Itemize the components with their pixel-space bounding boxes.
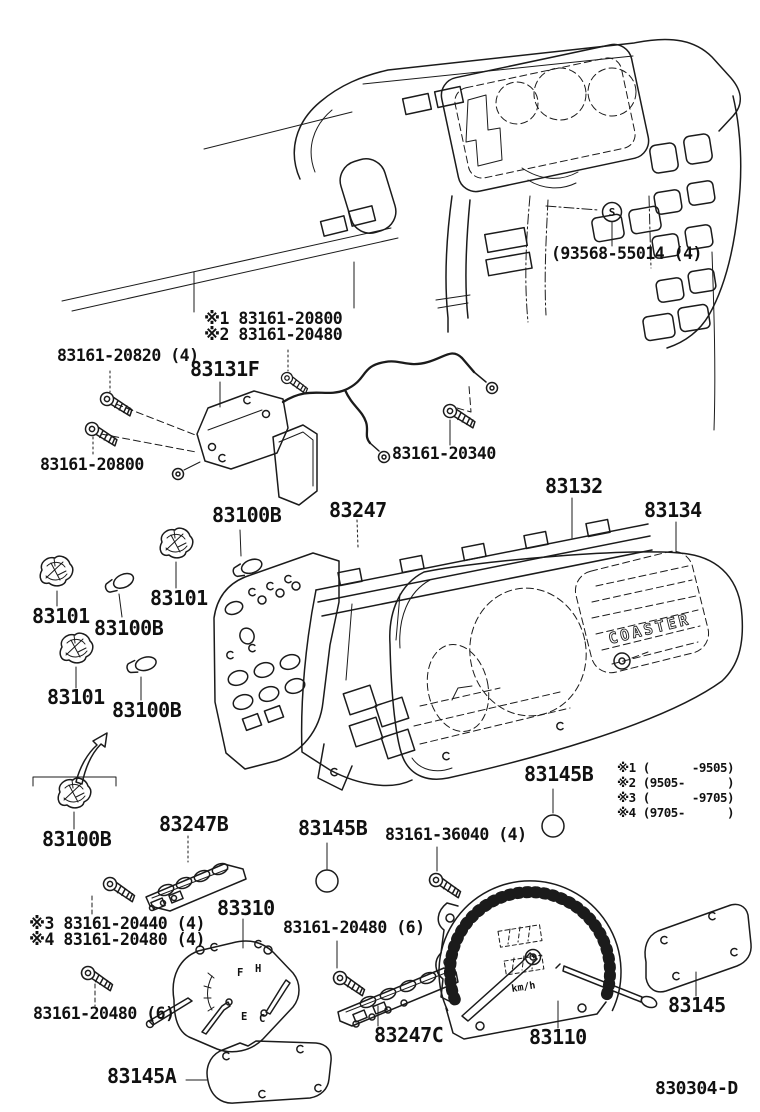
part-label-83101-b: 83101	[150, 586, 208, 610]
part-label-83161-20800: 83161-20800	[40, 455, 144, 474]
screw-icon	[101, 876, 138, 902]
bulb-socket-icon	[60, 633, 93, 663]
screw-icon	[98, 391, 135, 416]
part-label-83134: 83134	[644, 498, 702, 522]
lens-brand-text: COASTER	[606, 610, 693, 648]
gauge-letter-e: E	[241, 1011, 248, 1023]
figure-number: 830304-D	[655, 1078, 738, 1099]
legend-row-3: ※3 ( -9705)	[617, 790, 735, 805]
bulb-socket-icon	[58, 778, 91, 808]
bulb-icon	[126, 655, 158, 675]
part-label-v4-83161-20480: ※4 83161-20480 (4)	[29, 930, 205, 949]
up-arrow-icon	[76, 733, 107, 784]
part-label-83310: 83310	[217, 896, 275, 920]
part-label-83161-20480-left: 83161-20480 (6)	[33, 1004, 175, 1023]
harness-art	[83, 350, 497, 505]
screw-icon	[427, 872, 464, 898]
screw-icon	[79, 965, 116, 991]
part-label-83161-36040: 83161-36040 (4)	[385, 825, 527, 844]
grommet-icon	[316, 870, 338, 892]
part-label-83247: 83247	[329, 498, 387, 522]
screw-icon	[83, 421, 120, 446]
part-label-83101-a: 83101	[32, 604, 90, 628]
ring-terminal-icon	[487, 383, 498, 394]
part-label-83100b-top: 83100B	[212, 503, 282, 527]
part-label-83100b-bottom: 83100B	[42, 827, 112, 851]
legend-row-1: ※1 ( -9505)	[617, 760, 735, 775]
part-label-v3-83161-20440: ※3 83161-20440 (4)	[29, 914, 205, 933]
meter-cluster-art	[214, 498, 742, 790]
part-label-83161-20340: 83161-20340	[392, 444, 496, 463]
part-label-83100b-c: 83100B	[112, 698, 182, 722]
part-label-83161-20820: 83161-20820 (4)	[57, 346, 199, 365]
legend-row-4: ※4 (9705- )	[617, 805, 735, 820]
grommet-icon	[542, 815, 564, 837]
part-label-83247b: 83247B	[159, 812, 229, 836]
speedo-unit-text: km/h	[510, 980, 537, 995]
part-label-83145: 83145	[668, 993, 726, 1017]
part-label-93568-55014: (93568-55014 (4)	[551, 244, 702, 263]
bulb-socket-art	[33, 528, 193, 829]
gauge-letter-c: C	[259, 1013, 266, 1025]
part-label-v2-83161-20480: ※2 83161-20480	[204, 325, 343, 344]
part-label-83110: 83110	[529, 1025, 587, 1049]
part-label-83132: 83132	[545, 474, 603, 498]
part-label-83101-c: 83101	[47, 685, 105, 709]
screw-icon	[331, 970, 368, 996]
dashboard-art	[62, 39, 741, 430]
bulb-socket-icon	[160, 528, 193, 558]
part-label-83100b-a: 83100B	[94, 616, 164, 640]
part-label-83131f: 83131F	[190, 357, 260, 381]
gauge-letter-h: H	[255, 963, 262, 975]
part-label-83145a: 83145A	[107, 1064, 177, 1088]
part-label-83161-20480-mid: 83161-20480 (6)	[283, 918, 425, 937]
screw-icon	[441, 403, 478, 428]
part-label-83145b-right: 83145B	[524, 762, 594, 786]
gauge-letter-f: F	[237, 967, 244, 979]
screw-icon	[279, 371, 310, 394]
bulb-icon	[103, 571, 135, 595]
bulb-socket-icon	[40, 556, 73, 586]
part-label-83145b-left: 83145B	[298, 816, 368, 840]
part-label-83247c: 83247C	[374, 1023, 444, 1047]
part-label-v1-83161-20800: ※1 83161-20800	[204, 309, 343, 328]
legend-row-2: ※2 (9505- )	[617, 775, 735, 790]
s-bolt-symbol: S	[608, 206, 616, 219]
